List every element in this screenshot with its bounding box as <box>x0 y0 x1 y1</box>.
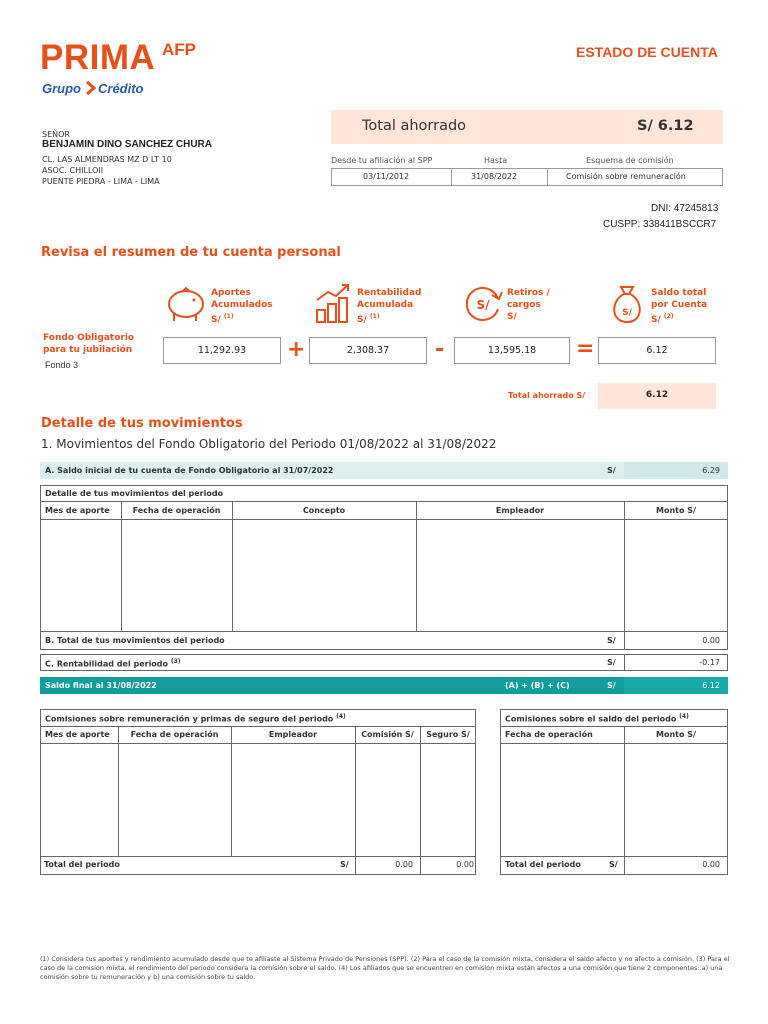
fondo-line2: para tu jubilación <box>43 345 133 355</box>
saldo-total-label: Total del periodo <box>505 860 581 869</box>
com-col-empleador: Empleador <box>268 730 318 739</box>
rentabilidad-line3 <box>357 311 421 326</box>
com-total-currency: S/ <box>340 860 349 869</box>
client-address-line1: CL. LAS ALMENDRAS MZ D LT 10 <box>42 155 172 164</box>
client-address-line3: PUENTE PIEDRA - LIMA - LIMA <box>42 177 160 186</box>
rentabilidad-periodo-label <box>45 658 181 669</box>
divider <box>121 501 122 632</box>
rentabilidad-periodo-text: C. Rentabilidad del periodo <box>45 659 169 669</box>
aportes-line3 <box>211 311 273 326</box>
aportes-footnote-ref: (1) <box>223 313 234 320</box>
divider <box>500 856 728 857</box>
saldo-col-monto: Monto S/ <box>656 730 696 739</box>
col-monto: Monto S/ <box>656 506 696 515</box>
retiros-line3: S/ <box>507 312 517 322</box>
saldo-final-label: Saldo final al 31/08/2022 <box>45 681 157 690</box>
equals-operator: = <box>576 336 595 361</box>
minus-operator: - <box>435 337 445 362</box>
money-bag-icon-text: S/ <box>622 308 632 318</box>
saldo-footnote-ref: (2) <box>663 313 674 320</box>
fondo-line1: Fondo Obligatorio <box>43 333 135 343</box>
retiros-line2: cargos <box>507 300 541 310</box>
comisiones-remuneracion-footnote-ref: (4) <box>336 713 346 720</box>
com-total-seguro: 0.00 <box>456 860 474 869</box>
retiros-line1: Retiros / <box>507 288 550 298</box>
client-name: BENJAMIN DINO SANCHEZ CHURA <box>42 139 213 150</box>
piggy-bank-icon <box>164 283 208 325</box>
total-ahorrado-summary-value: 6.12 <box>645 390 669 400</box>
aportes-currency: S/ <box>211 315 221 325</box>
divider <box>420 726 421 875</box>
hasta-header: Hasta <box>484 156 508 165</box>
comisiones-saldo-title-text: Comisiones sobre el saldo del periodo <box>505 714 677 724</box>
chevron-right-icon <box>85 81 96 95</box>
plus-operator: + <box>287 337 306 362</box>
com-col-mes-aporte: Mes de aporte <box>45 730 110 739</box>
withdrawal-icon-text: S/ <box>476 298 490 312</box>
comisiones-saldo-footnote-ref: (4) <box>679 713 689 720</box>
divider <box>40 726 476 727</box>
total-ahorrado-value: S/ 6.12 <box>637 118 694 134</box>
divider <box>231 726 232 856</box>
saldo-line3 <box>651 311 707 326</box>
retiros-header <box>507 287 550 323</box>
rentabilidad-currency: S/ <box>357 315 367 325</box>
rentabilidad-line2: Acumulada <box>357 300 414 310</box>
hasta-value: 31/08/2022 <box>471 172 518 181</box>
total-movimientos-value: 0.00 <box>702 636 720 645</box>
desde-value: 03/11/2012 <box>363 172 410 181</box>
saldo-final-value: 6.12 <box>702 681 720 690</box>
saldo-inicial-currency: S/ <box>607 466 616 475</box>
com-col-fecha-operacion: Fecha de operación <box>130 730 219 739</box>
resumen-title: Revisa el resumen de tu cuenta personal <box>41 245 341 260</box>
divider <box>547 168 548 186</box>
money-bag-icon <box>607 281 647 325</box>
credito-word: Crédito <box>98 81 144 96</box>
grupo-word: Grupo <box>42 81 81 96</box>
comisiones-saldo-title <box>505 713 689 724</box>
growth-chart-icon <box>314 282 354 324</box>
footnote: (1) Considera tus aportes y rendimiento acumulado desde que te afiliaste al Sistema Privado de Pensiones (SPP). (2) Para el caso de la comisión mixta, considera el saldo afecto y no afecto a comisión. (3) Para el caso de la comisión mixta, el rendimiento del periodo considera la comisión sobre el saldo. (4) Los afiliados que se encuentren en comisión mixta están afectos a una comisión que tiene 2 componentes: a) una comisión sobre tu remuneración y b) una comisión sobre tu saldo. <box>40 955 730 981</box>
detalle-title: Detalle de tus movimientos <box>41 416 243 431</box>
divider <box>40 743 476 744</box>
aportes-header <box>211 287 273 326</box>
divider <box>416 501 417 632</box>
afp-logo-suffix: AFP <box>162 40 196 59</box>
comisiones-remuneracion-title <box>45 713 346 724</box>
page-title: ESTADO DE CUENTA <box>576 44 718 60</box>
divider <box>232 501 233 632</box>
movements-table-title: Detalle de tus movimientos del periodo <box>45 489 224 498</box>
aportes-line1: Aportes <box>211 288 251 298</box>
com-total-comision: 0.00 <box>395 860 413 869</box>
esquema-value: Comisión sobre remuneración <box>566 172 686 181</box>
rentabilidad-header <box>357 287 421 326</box>
client-salutation: SEÑOR <box>42 130 70 139</box>
fondo-type: Fondo 3 <box>45 360 79 370</box>
total-ahorrado-label: Total ahorrado <box>362 118 467 134</box>
dni: DNI: 47245813 <box>651 203 719 214</box>
client-address-line2: ASOC. CHILLOII <box>42 166 104 175</box>
col-fecha-operacion: Fecha de operación <box>132 506 221 515</box>
rentabilidad-value: 2,308.37 <box>309 337 427 364</box>
divider <box>500 726 728 727</box>
saldo-inicial-label: A. Saldo inicial de tu cuenta de Fondo Obligatorio al 31/07/2022 <box>45 466 334 475</box>
rentabilidad-periodo-footnote-ref: (3) <box>170 658 181 665</box>
com-col-comision: Comisión S/ <box>361 730 414 739</box>
saldo-line1: Saldo total <box>651 288 707 298</box>
retiros-value: 13,595.18 <box>454 337 570 364</box>
prima-logo: PRIMA <box>40 38 156 77</box>
divider <box>355 726 356 875</box>
divider <box>40 631 728 632</box>
divider <box>500 743 728 744</box>
aportes-line2: Acumulados <box>211 300 273 310</box>
divider <box>118 726 119 856</box>
saldo-inicial-value: 6.29 <box>702 466 720 475</box>
rentabilidad-periodo-value: -0.17 <box>699 658 720 667</box>
comisiones-remuneracion-title-text: Comisiones sobre remuneración y primas de seguro del periodo <box>45 714 334 724</box>
divider <box>624 501 625 650</box>
saldo-col-fecha-operacion: Fecha de operación <box>505 730 593 739</box>
col-concepto: Concepto <box>302 506 346 515</box>
saldo-total-header <box>651 287 707 326</box>
desde-header: Desde tu afiliación al SPP <box>331 156 433 165</box>
divider <box>40 856 476 857</box>
fondo-label <box>43 332 134 356</box>
saldo-currency: S/ <box>651 315 661 325</box>
saldo-final-currency: S/ <box>607 681 616 690</box>
saldo-final-formula: (A) + (B) + (C) <box>505 681 570 690</box>
rentabilidad-line1: Rentabilidad <box>357 288 422 298</box>
saldo-total-currency: S/ <box>609 860 618 869</box>
total-movimientos-currency: S/ <box>607 636 616 645</box>
col-mes-aporte: Mes de aporte <box>45 506 110 515</box>
cuspp: CUSPP: 338411BSCCR7 <box>603 219 717 230</box>
esquema-header: Esquema de comisión <box>586 156 674 165</box>
saldo-total-value-row: 0.00 <box>702 860 720 869</box>
rentabilidad-footnote-ref: (1) <box>369 313 380 320</box>
detalle-subtitle: 1. Movimientos del Fondo Obligatorio del Periodo 01/08/2022 al 31/08/2022 <box>41 437 497 451</box>
saldo-line2: por Cuenta <box>651 300 708 310</box>
rentabilidad-periodo-currency: S/ <box>607 658 616 667</box>
divider <box>451 168 452 186</box>
grupo-logo-text <box>42 81 81 96</box>
col-empleador: Empleador <box>495 506 545 515</box>
divider <box>624 726 625 875</box>
saldo-total-value: 6.12 <box>598 337 716 364</box>
aportes-value: 11,292.93 <box>163 337 281 364</box>
total-ahorrado-summary-label: Total ahorrado S/ <box>508 391 586 400</box>
withdrawal-cycle-icon <box>462 283 504 325</box>
total-movimientos-label: B. Total de tus movimientos del periodo <box>45 636 225 645</box>
com-total-label: Total del periodo <box>44 860 120 869</box>
com-col-seguro: Seguro S/ <box>426 730 470 739</box>
